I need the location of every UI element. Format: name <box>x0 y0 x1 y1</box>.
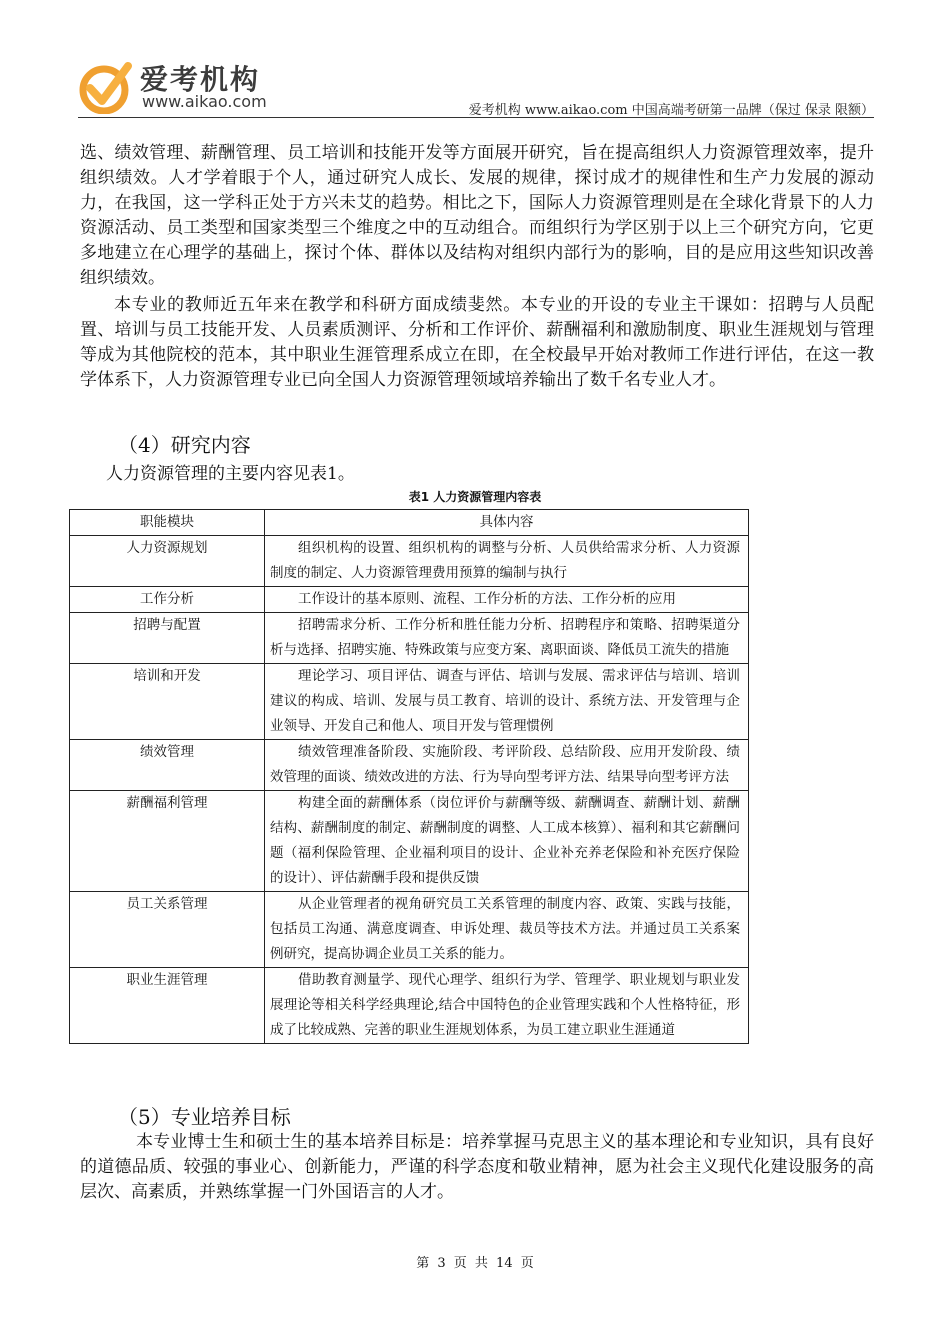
content-cell: 从企业管理者的视角研究员工关系管理的制度内容、政策、实践与技能，包括员工沟通、满意度调查、申诉处理、裁员等技术方法。并通过员工关系案例研究，提高协调企业员工关系的能力。 <box>265 892 749 968</box>
page-header <box>78 56 874 118</box>
table-row <box>70 892 749 968</box>
table-intro-text: 人力资源管理的主要内容见表1。 <box>106 464 355 484</box>
hr-content-table <box>69 509 749 1044</box>
paragraph-training-goals: 本专业博士生和硕士生的基本培养目标是：培养掌握马克思主义的基本理论和专业知识，具有良好的道德品质、较强的事业心、创新能力，严谨的科学态度和敬业精神，愿为社会主义现代化建设服务的高层次、高素质，并熟练掌握一门外国语言的人才。 <box>80 1132 874 1202</box>
module-cell: 培训和开发 <box>70 664 265 740</box>
module-cell: 绩效管理 <box>70 740 265 791</box>
content-cell: 招聘需求分析、工作分析和胜任能力分析、招聘程序和策略、招聘渠道分析与选择、招聘实施、特殊政策与应变方案、离职面谈、降低员工流失的措施 <box>265 613 749 664</box>
content-cell: 构建全面的薪酬体系（岗位评价与薪酬等级、薪酬调查、薪酬计划、薪酬结构、薪酬制度的制定、薪酬制度的调整、人工成本核算）、福利和其它薪酬问题（福利保险管理、企业福利项目的设计、企业补充养老保险和补充医疗保险的设计）、评估薪酬手段和提供反馈 <box>265 791 749 892</box>
table-row <box>70 968 749 1044</box>
logo-url: www.aikao.com <box>142 92 267 111</box>
column-header-module: 职能模块 <box>70 510 265 536</box>
table-row <box>70 740 749 791</box>
section-heading-research-content: （4）研究内容 <box>118 433 251 457</box>
paragraph-research-directions: 选、绩效管理、薪酬管理、员工培训和技能开发等方面展开研究，旨在提高组织人力资源管理效率，提升组织绩效。人才学着眼于个人，通过研究人成长、发展的规律，探讨成才的规律性和生产力发展的源动力，在我国，这一学科正处于方兴未艾的趋势。相比之下，国际人力资源管理则是在全球化背景下的人力资源活动、员工类型和国家类型三个维度之中的互动组合。而组织行为学区别于以上三个研究方向，它更多地建立在心理学的基础上，探讨个体、群体以及结构对组织内部行为的影响，目的是应用这些知识改善组织绩效。 <box>80 143 874 288</box>
module-cell: 招聘与配置 <box>70 613 265 664</box>
table-row <box>70 613 749 664</box>
header-divider <box>78 117 874 118</box>
logo-name: 爱考机构 <box>140 63 261 96</box>
module-cell: 薪酬福利管理 <box>70 791 265 892</box>
content-cell: 组织机构的设置、组织机构的调整与分析、人员供给需求分析、人力资源制度的制定、人力资源管理费用预算的编制与执行 <box>265 536 749 587</box>
header-tagline: 爱考机构 www.aikao.com 中国高端考研第一品牌（保过 保录 限额） <box>468 103 874 118</box>
checkmark-logo-icon <box>78 60 134 114</box>
table-row <box>70 587 749 613</box>
module-cell: 工作分析 <box>70 587 265 613</box>
module-cell: 人力资源规划 <box>70 536 265 587</box>
table-row <box>70 664 749 740</box>
table-caption: 表1 人力资源管理内容表 <box>408 490 542 504</box>
content-cell: 工作设计的基本原则、流程、工作分析的方法、工作分析的应用 <box>265 587 749 613</box>
table-row <box>70 536 749 587</box>
content-cell: 借助教育测量学、现代心理学、组织行为学、管理学、职业规划与职业发展理论等相关科学经典理论,结合中国特色的企业管理实践和个人性格特征，形成了比较成熟、完善的职业生涯规划体系，为员工建立职业生涯通道 <box>265 968 749 1044</box>
module-cell: 职业生涯管理 <box>70 968 265 1044</box>
table-header-row <box>70 510 749 536</box>
section-heading-training-goals: （5）专业培养目标 <box>118 1105 291 1129</box>
content-cell: 绩效管理准备阶段、实施阶段、考评阶段、总结阶段、应用开发阶段、绩效管理的面谈、绩效改进的方法、行为导向型考评方法、结果导向型考评方法 <box>265 740 749 791</box>
paragraph-faculty: 本专业的教师近五年来在教学和科研方面成绩斐然。本专业的开设的专业主干课如：招聘与人员配置、培训与员工技能开发、人员素质测评、分析和工作评价、薪酬福利和激励制度、职业生涯规划与管理等成为其他院校的范本，其中职业生涯管理系成立在即，在全校最早开始对教师工作进行评估，在这一教学体系下，人力资源管理专业已向全国人力资源管理领域培养输出了数千名专业人才。 <box>80 295 874 390</box>
page-number-footer: 第 3 页 共 14 页 <box>416 1256 534 1271</box>
content-cell: 理论学习、项目评估、调查与评估、培训与发展、需求评估与培训、培训建议的构成、培训、发展与员工教育、培训的设计、系统方法、开发管理与企业领导、开发自己和他人、项目开发与管理惯例 <box>265 664 749 740</box>
column-header-content: 具体内容 <box>265 510 749 536</box>
module-cell: 员工关系管理 <box>70 892 265 968</box>
table-row <box>70 791 749 892</box>
